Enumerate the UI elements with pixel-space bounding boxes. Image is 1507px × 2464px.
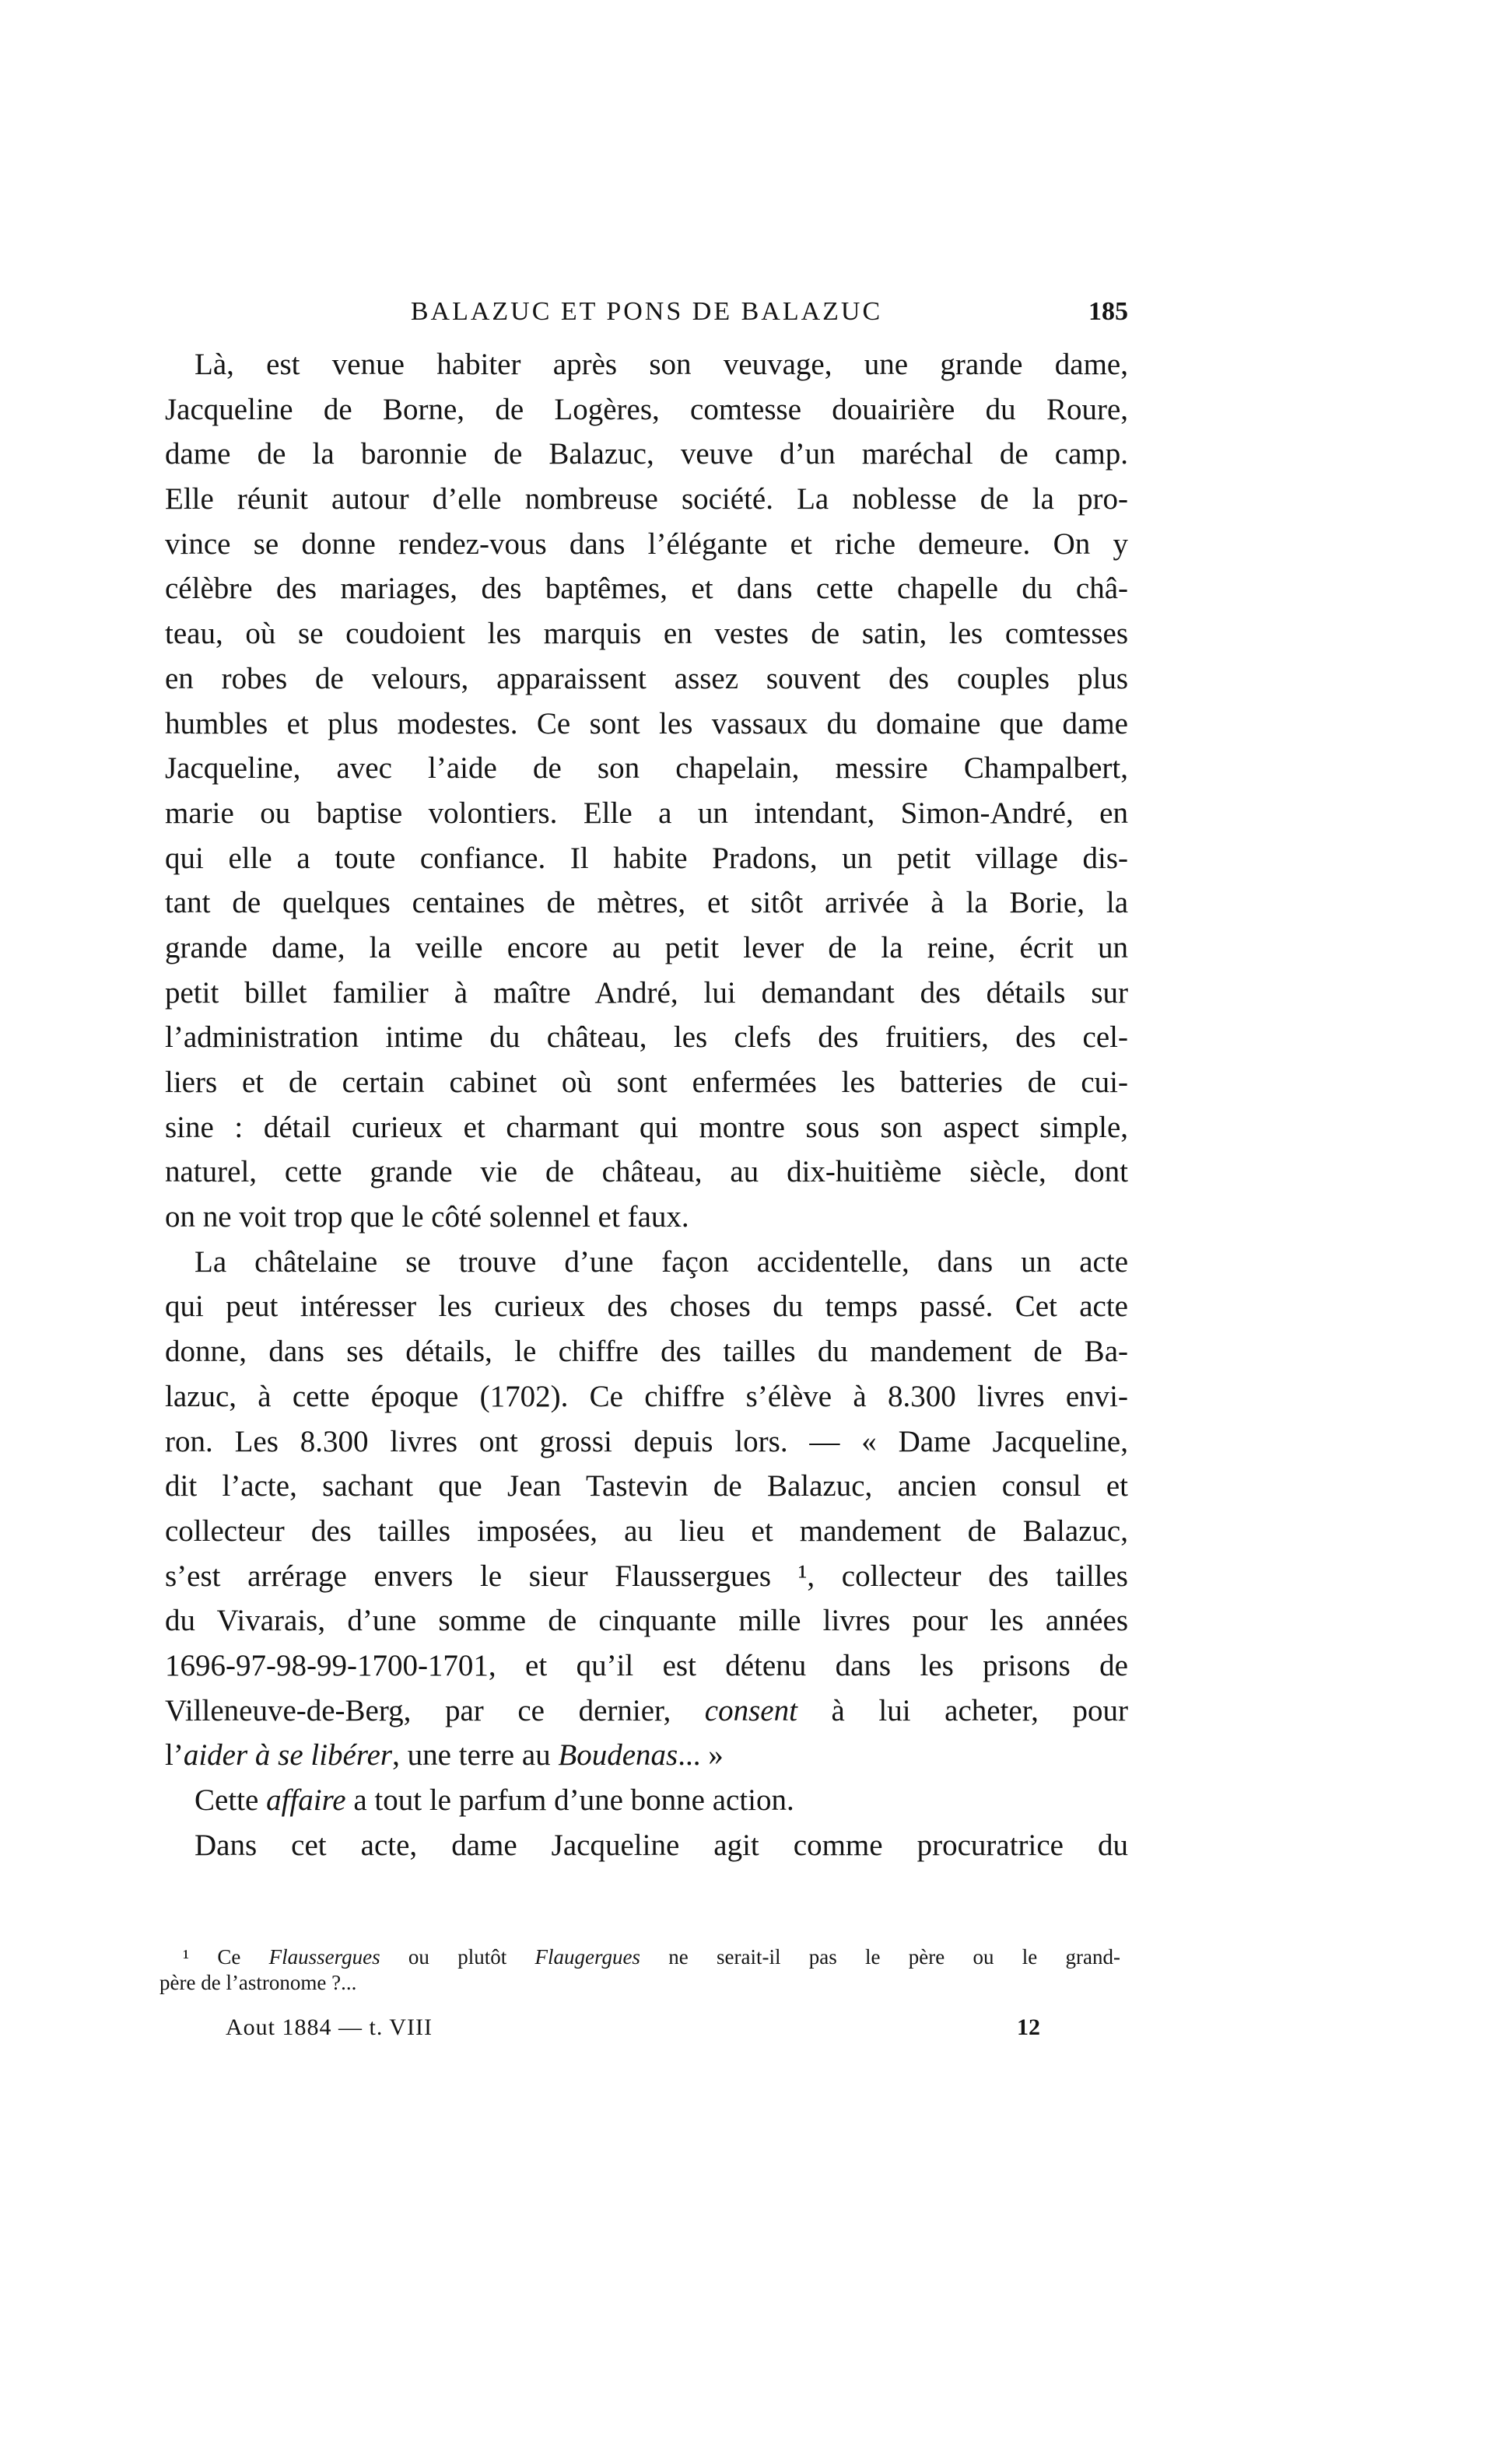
signature-mark: 12 bbox=[1017, 2014, 1040, 2040]
text-line bbox=[165, 1733, 1128, 1778]
text-segment: Jacqueline, avec l’aide de son chapelain, messire Champalbert, bbox=[165, 751, 1128, 786]
text-line bbox=[165, 702, 1128, 747]
text-segment: en robes de velours, apparaissent assez souvent des couples plus bbox=[165, 661, 1128, 695]
text-line bbox=[165, 1778, 1128, 1823]
text-segment: Dans cet acte, dame Jacqueline agit comme procuratrice du bbox=[195, 1828, 1128, 1862]
text-segment: La châtelaine se trouve d’une façon accidentelle, dans un acte bbox=[195, 1244, 1128, 1279]
text-segment: à lui acheter, pour bbox=[797, 1693, 1128, 1727]
text-line bbox=[165, 1240, 1128, 1285]
text-segment: marie ou baptise volontiers. Elle a un intendant, Simon-André, en bbox=[165, 796, 1128, 830]
running-title: BALAZUC ET PONS DE BALAZUC bbox=[410, 297, 883, 326]
text-segment: collecteur des tailles imposées, au lieu et mandement de Balazuc, bbox=[165, 1514, 1128, 1548]
text-line bbox=[165, 566, 1128, 611]
text-segment: a tout le parfum d’une bonne action. bbox=[345, 1783, 794, 1817]
text-segment: vince se donne rendez-vous dans l’élégante et riche demeure. On y bbox=[165, 527, 1128, 561]
text-segment: tant de quelques centaines de mètres, et sitôt arrivée à la Borie, la bbox=[165, 886, 1128, 920]
text-segment: ne serait-il pas le père ou le grand- bbox=[640, 1945, 1120, 1969]
text-line bbox=[165, 1060, 1128, 1105]
text-segment: Là, est venue habiter après son veuvage, une grande dame, bbox=[195, 348, 1128, 381]
page-number: 185 bbox=[1088, 297, 1128, 326]
text-segment: Elle réunit autour d’elle nombreuse société. La noblesse de la pro- bbox=[165, 482, 1128, 516]
text-line bbox=[165, 1643, 1128, 1689]
text-line bbox=[165, 342, 1128, 387]
body-text bbox=[165, 342, 1128, 1867]
text-line bbox=[165, 926, 1128, 971]
text-line bbox=[165, 1105, 1128, 1150]
text-segment: ou plutôt bbox=[380, 1945, 535, 1969]
text-segment: sine : détail curieux et charmant qui montre sous son aspect simple, bbox=[165, 1110, 1128, 1144]
text-line bbox=[165, 1509, 1128, 1554]
text-line bbox=[165, 1419, 1128, 1465]
text-segment: Jacqueline de Borne, de Logères, comtesse douairière du Roure, bbox=[165, 392, 1128, 426]
text-line bbox=[165, 1554, 1128, 1599]
text-line bbox=[165, 477, 1128, 522]
text-segment: dit l’acte, sachant que Jean Tastevin de Balazuc, ancien consul et bbox=[165, 1469, 1128, 1503]
text-segment: ron. Les 8.300 livres ont grossi depuis lors. — « Dame Jacqueline, bbox=[165, 1424, 1128, 1458]
text-line bbox=[165, 1195, 1128, 1240]
text-line bbox=[165, 611, 1128, 656]
text-segment: du Vivarais, d’une somme de cinquante mille livres pour les années bbox=[165, 1604, 1128, 1638]
text-segment: naturel, cette grande vie de château, au dix-huitième siècle, dont bbox=[165, 1155, 1128, 1189]
text-segment: on ne voit trop que le côté solennel et faux. bbox=[165, 1200, 689, 1234]
text-line bbox=[165, 387, 1128, 432]
text-segment: ¹ Ce bbox=[183, 1945, 269, 1969]
text-segment: dame de la baronnie de Balazuc, veuve d’un maréchal de camp. bbox=[165, 437, 1128, 471]
italic-text: consent bbox=[704, 1693, 797, 1727]
text-segment: lazuc, à cette époque (1702). Ce chiffre s’élève à 8.300 livres envi- bbox=[165, 1379, 1128, 1413]
footnote-line bbox=[159, 1944, 1120, 1970]
text-line bbox=[165, 880, 1128, 926]
text-segment: donne, dans ses détails, le chiffre des tailles du mandement de Ba- bbox=[165, 1335, 1128, 1369]
text-line bbox=[165, 791, 1128, 836]
text-segment: , une terre au bbox=[392, 1738, 559, 1773]
text-segment: Villeneuve-de-Berg, par ce dernier, bbox=[165, 1693, 705, 1727]
text-line bbox=[165, 1689, 1128, 1734]
text-line bbox=[165, 746, 1128, 791]
text-line bbox=[165, 522, 1128, 567]
text-segment: s’est arrérage envers le sieur Flaussergues ¹, collecteur des tailles bbox=[165, 1559, 1128, 1593]
text-segment: qui elle a toute confiance. Il habite Pradons, un petit village dis- bbox=[165, 841, 1128, 875]
text-segment: Cette bbox=[195, 1783, 267, 1817]
text-segment: 1696-97-98-99-1700-1701, et qu’il est détenu dans les prisons de bbox=[165, 1648, 1128, 1682]
italic-text: Flaugergues bbox=[534, 1945, 640, 1969]
text-line bbox=[165, 971, 1128, 1016]
text-line bbox=[165, 1015, 1128, 1060]
text-line bbox=[165, 1329, 1128, 1374]
issue-info: Aout 1884 — t. VIII bbox=[226, 2014, 433, 2040]
text-segment: ... » bbox=[678, 1738, 724, 1773]
text-segment: petit billet familier à maître André, lui demandant des détails sur bbox=[165, 975, 1128, 1010]
text-segment: l’administration intime du château, les clefs des fruitiers, des cel- bbox=[165, 1020, 1128, 1055]
italic-text: Boudenas bbox=[558, 1738, 678, 1773]
text-line bbox=[165, 656, 1128, 702]
text-line bbox=[165, 836, 1128, 881]
italic-text: aider à se libérer bbox=[183, 1738, 393, 1773]
text-segment: l’ bbox=[165, 1738, 184, 1773]
text-segment: qui peut intéresser les curieux des choses du temps passé. Cet acte bbox=[165, 1290, 1128, 1324]
running-header bbox=[165, 297, 1128, 336]
text-segment: liers et de certain cabinet où sont enfermées les batteries de cui- bbox=[165, 1066, 1128, 1099]
italic-text: Flaussergues bbox=[268, 1945, 380, 1969]
text-segment: père de l’astronome ?... bbox=[159, 1971, 357, 1994]
text-line bbox=[165, 1464, 1128, 1509]
text-line bbox=[165, 1150, 1128, 1195]
text-line bbox=[165, 1374, 1128, 1419]
text-line bbox=[165, 1284, 1128, 1329]
footnote-line bbox=[159, 1970, 1120, 1996]
text-segment: humbles et plus modestes. Ce sont les vassaux du domaine que dame bbox=[165, 706, 1128, 740]
text-line bbox=[165, 1823, 1128, 1868]
text-segment: grande dame, la veille encore au petit lever de la reine, écrit un bbox=[165, 930, 1128, 964]
footnote bbox=[159, 1944, 1120, 1996]
text-segment: teau, où se coudoient les marquis en vestes de satin, les comtesses bbox=[165, 617, 1128, 651]
italic-text: affaire bbox=[266, 1783, 346, 1817]
text-line bbox=[165, 1598, 1128, 1643]
text-line bbox=[165, 432, 1128, 477]
text-segment: célèbre des mariages, des baptêmes, et dans cette chapelle du châ- bbox=[165, 572, 1128, 606]
